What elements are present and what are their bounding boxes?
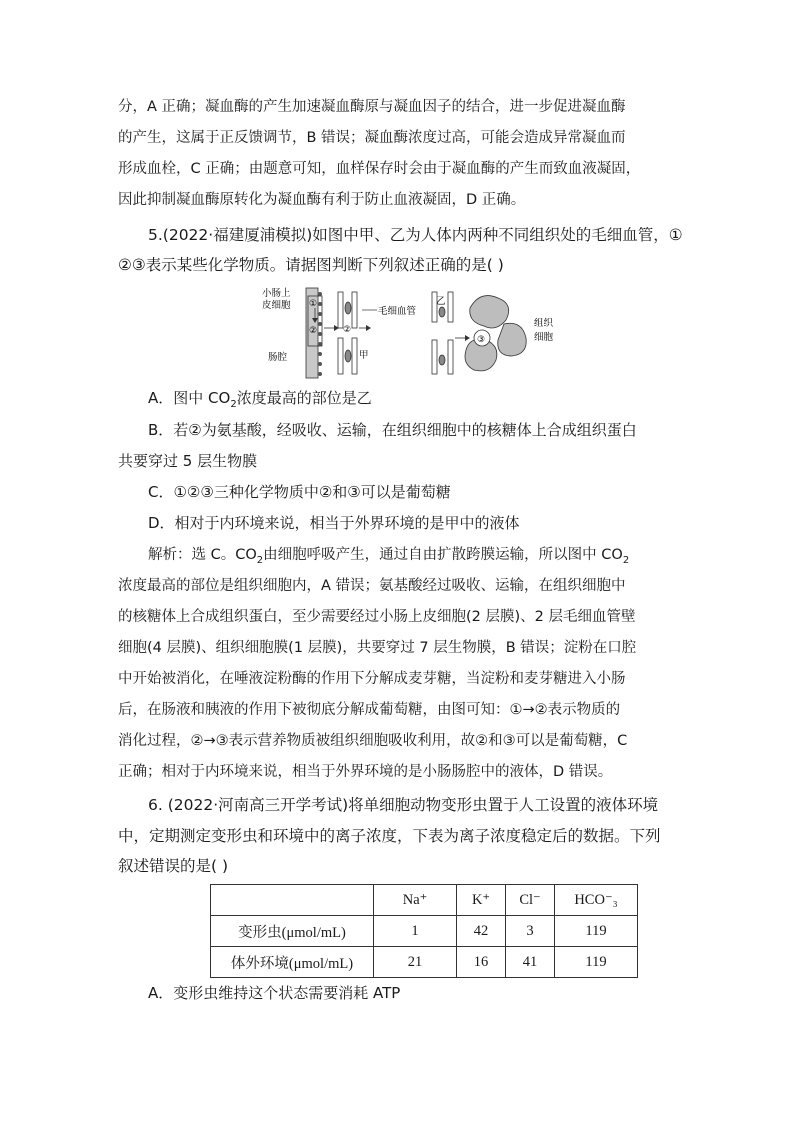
label-tissue-2: 细胞 <box>534 332 554 343</box>
capillary-diagram <box>262 286 562 382</box>
q5-stem-line-1: 5.(2022·福建厦浦模拟)如图中甲、乙为人体内两种不同组织处的毛细血管，① <box>148 226 683 244</box>
q6-stem-line-3: 叙述错误的是( ) <box>118 857 229 875</box>
table-header-cell: HCO⁻₃ <box>555 885 638 916</box>
table-header-cell: Na⁺ <box>374 885 457 916</box>
q5-option-a: A．图中 $CO_2$浓度最高的部位是乙 <box>148 389 372 410</box>
table-row <box>211 947 638 978</box>
table-cell: 119 <box>555 947 638 978</box>
table-cell: 16 <box>457 947 506 978</box>
q5-analysis-line-6: 后，在肠液和胰液的作用下被彻底分解成葡萄糖，由图可知：①→②表示物质的 <box>118 702 621 718</box>
prev-answer-line-3: 形成血栓，C 正确；由题意可知，血样保存时会由于凝血酶的产生而致血液凝固， <box>118 161 641 177</box>
table-cell: 体外环境(μmol/mL) <box>211 947 374 978</box>
table-cell: 42 <box>457 916 506 947</box>
ion-concentration-table <box>210 884 638 978</box>
q5-option-c: C．①②③三种化学物质中②和③可以是葡萄糖 <box>148 483 451 501</box>
prev-answer-line-4: 因此抑制凝血酶原转化为凝血酶有利于防止血液凝固，D 正确。 <box>118 192 526 208</box>
table-header-row <box>211 885 638 916</box>
table-cell: 变形虫(μmol/mL) <box>211 916 374 947</box>
mark-1: ① <box>309 299 318 309</box>
prev-answer-line-1: 分，A 正确；凝血酶的产生加速凝血酶原与凝血因子的结合，进一步促进凝血酶 <box>118 99 626 115</box>
q6-stem-line-1: 6. (2022·河南高三开学考试)将单细胞动物变形虫置于人工设置的液体环境 <box>148 796 659 814</box>
prev-answer-line-2: 的产生，这属于正反馈调节，B 错误；凝血酶浓度过高，可能会造成异常凝血而 <box>118 130 626 146</box>
q5-analysis-line-8: 正确；相对于内环境来说，相当于外界环境的是小肠肠腔中的液体，D 错误。 <box>118 764 613 780</box>
label-epithelium-2: 皮细胞 <box>262 300 291 311</box>
q5-analysis-line-3: 的核糖体上合成组织蛋白，至少需要经过小肠上皮细胞(2 层膜)、2 层毛细血管壁 <box>118 609 636 625</box>
table-row <box>211 916 638 947</box>
mark-2-right: ② <box>343 325 352 335</box>
mark-2-left: ② <box>309 326 318 336</box>
mark-3: ③ <box>477 335 486 345</box>
q5-option-b-line-1: B．若②为氨基酸，经吸收、运输，在组织细胞中的核糖体上合成组织蛋白 <box>148 421 637 439</box>
label-lumen: 肠腔 <box>268 352 288 363</box>
label-capillary: 毛细血管 <box>378 306 417 317</box>
q6-stem-line-2: 中，定期测定变形虫和环境中的离子浓度，下表为离子浓度稳定后的数据。下列 <box>118 827 661 845</box>
label-tissue-1: 组织 <box>534 318 554 329</box>
q5-option-b-line-2: 共要穿过 5 层生物膜 <box>118 452 258 470</box>
q6-option-a: A．变形虫维持这个状态需要消耗 ATP <box>148 984 401 1002</box>
q5-option-d: D．相对于内环境来说，相当于外界环境的是甲中的液体 <box>148 514 520 532</box>
label-epithelium-1: 小肠上 <box>262 288 291 299</box>
q5-analysis-line-4: 细胞(4 层膜)、组织细胞膜(1 层膜)，共要穿过 7 层生物膜，B 错误；淀粉在口腔 <box>118 640 637 656</box>
table-header-cell: K⁺ <box>457 885 506 916</box>
q5-analysis-line-7: 消化过程，②→③表示营养物质被组织细胞吸收利用，故②和③可以是葡萄糖，C <box>118 733 628 749</box>
table-header-cell: Cl⁻ <box>506 885 555 916</box>
table-cell: 1 <box>374 916 457 947</box>
label-yi: 乙 <box>436 296 446 307</box>
q5-analysis-line-1: 解析：选 C。$CO_2$由细胞呼吸产生，通过自由扩散跨膜运输，所以图中 $CO_2$ <box>148 547 630 566</box>
label-jia: 甲 <box>359 350 369 361</box>
table-cell: 21 <box>374 947 457 978</box>
q5-stem-line-2: ②③表示某些化学物质。请据图判断下列叙述正确的是( ) <box>118 256 504 274</box>
q5-analysis-line-2: 浓度最高的部位是组织细胞内，A 错误；氨基酸经过吸收、运输，在组织细胞中 <box>118 578 626 594</box>
table-cell: 3 <box>506 916 555 947</box>
table-header-cell <box>211 885 374 916</box>
q5-analysis-line-5: 中开始被消化，在唾液淀粉酶的作用下分解成麦芽糖，当淀粉和麦芽糖进入小肠 <box>118 671 626 687</box>
table-cell: 41 <box>506 947 555 978</box>
table-cell: 119 <box>555 916 638 947</box>
